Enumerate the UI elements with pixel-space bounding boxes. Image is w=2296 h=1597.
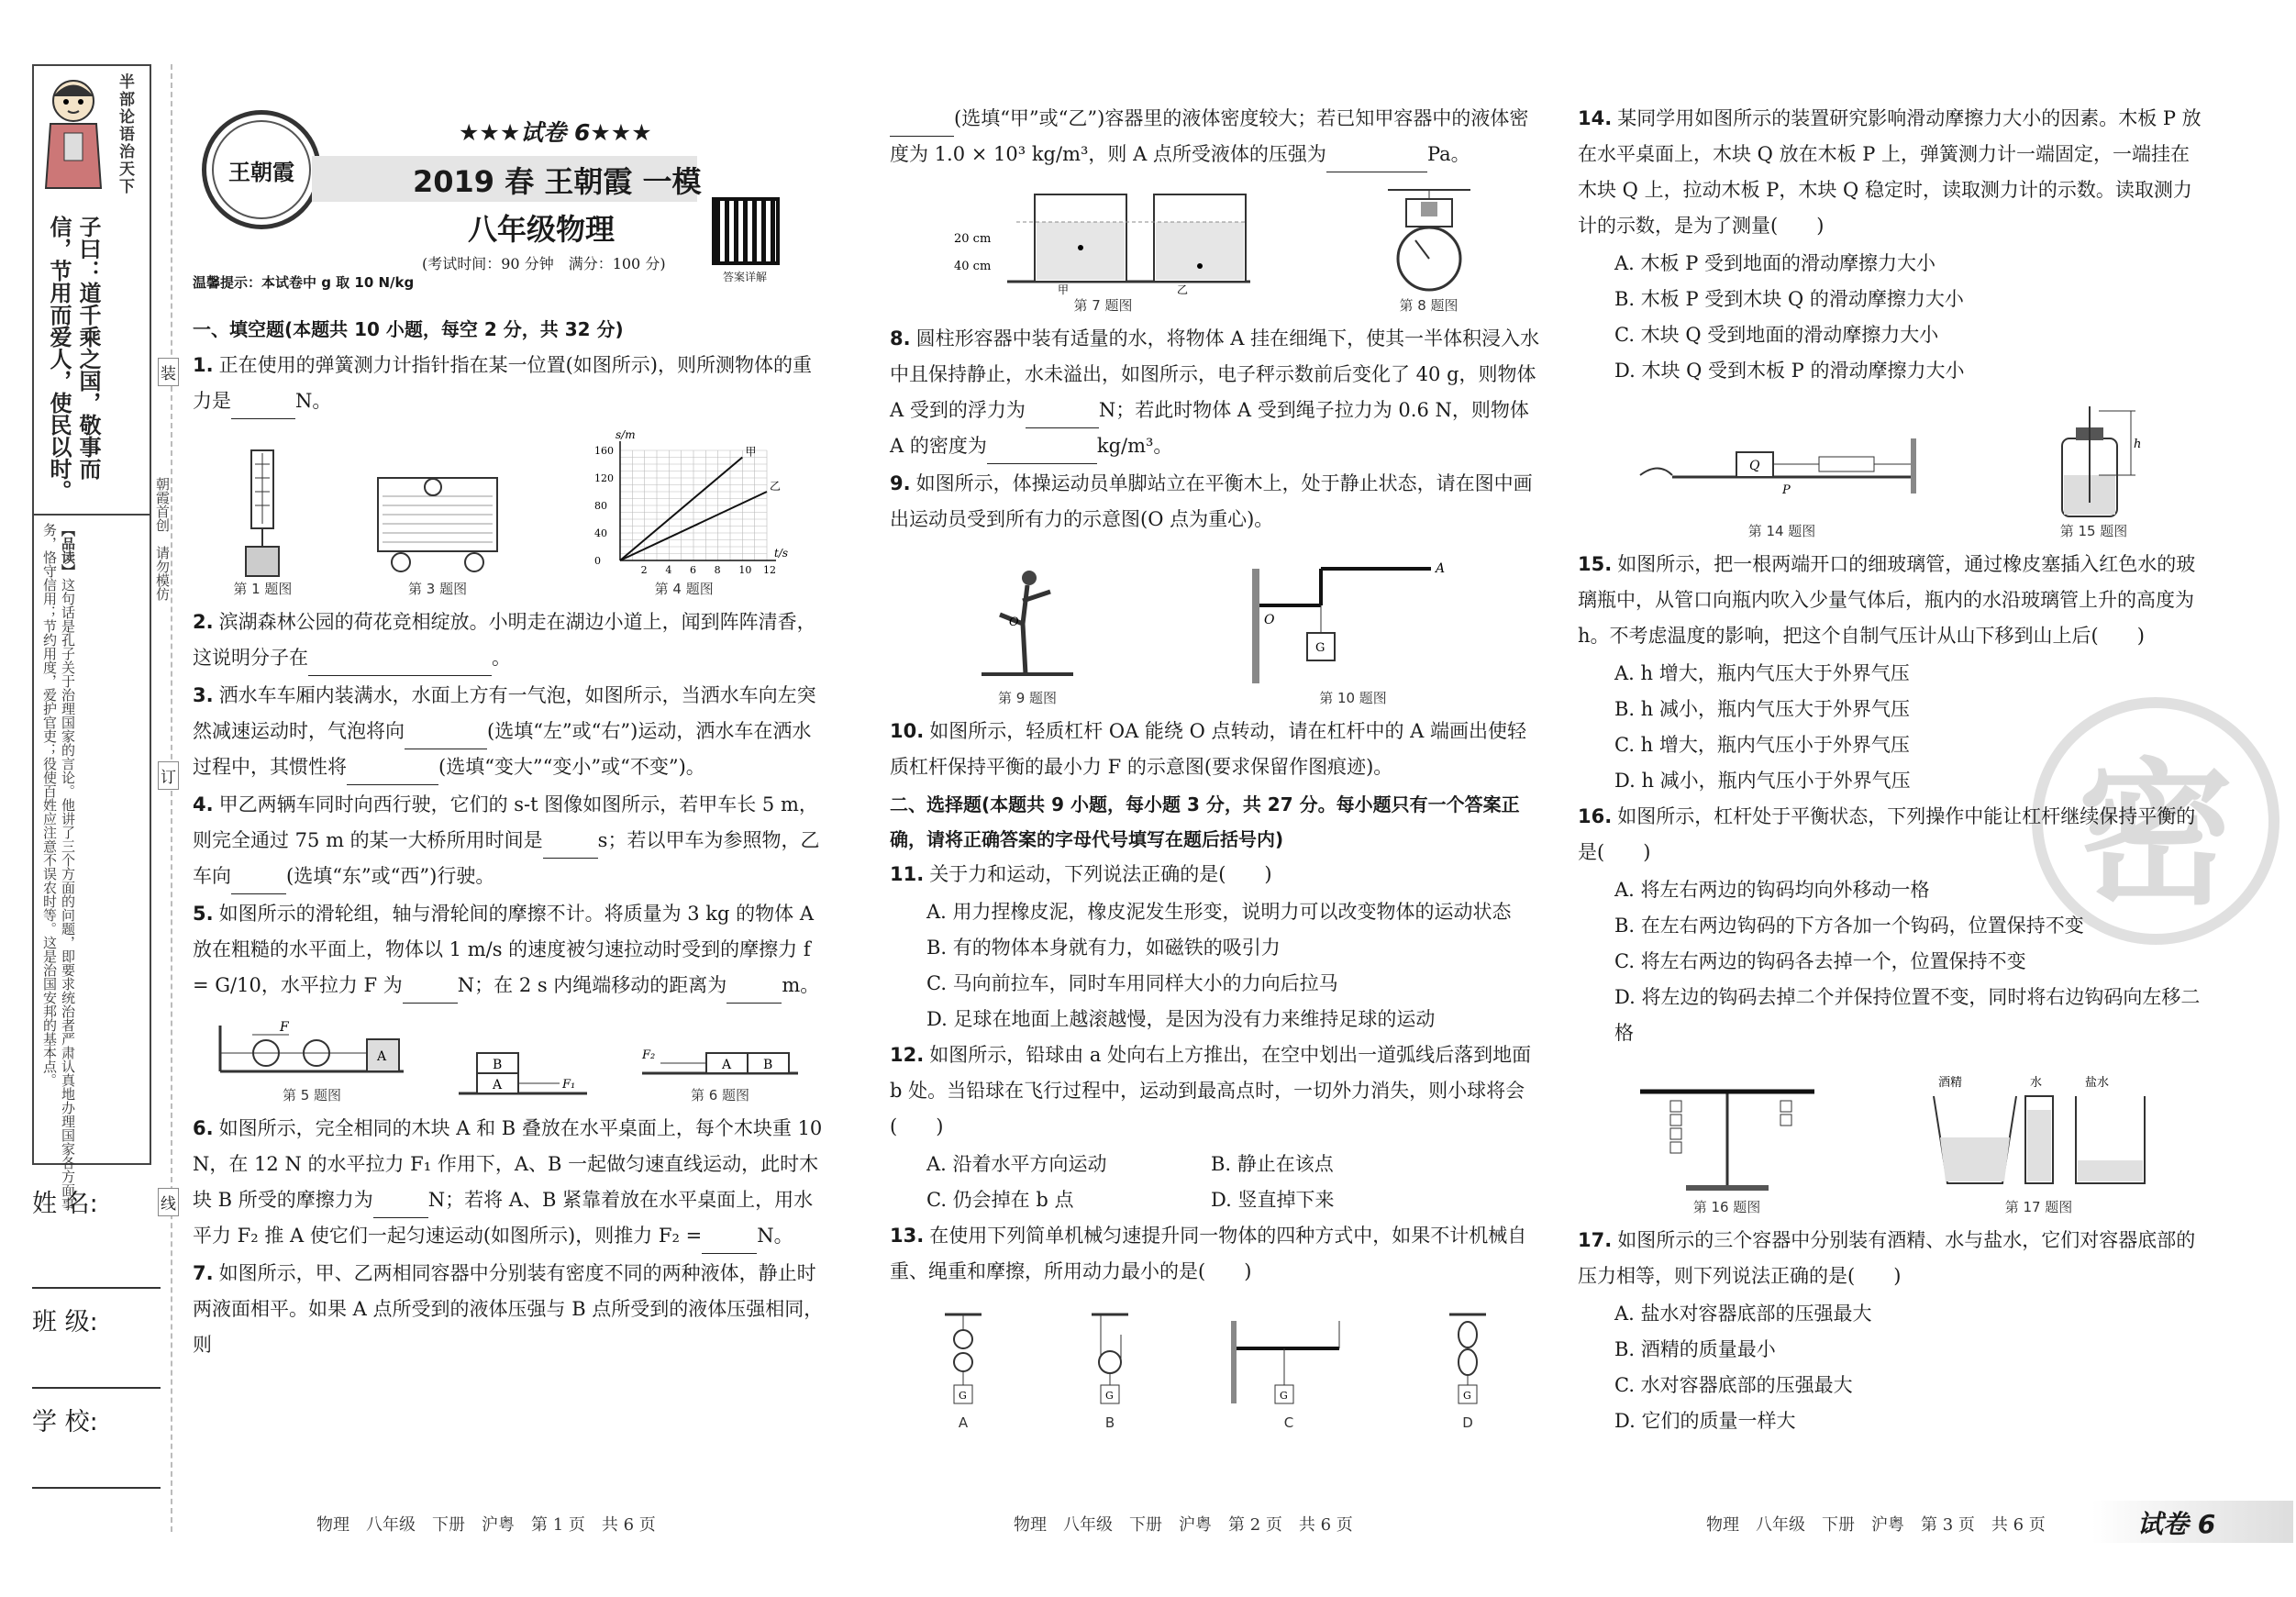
q5-tail: m。 [782,974,820,996]
svg-text:G: G [1315,641,1325,655]
svg-text:G: G [1463,1390,1471,1402]
name-field[interactable] [32,1225,161,1289]
q17-text: 如图所示的三个容器中分别装有酒精、水与盐水，它们对容器底部的压力相等，则下列说法正确的是( ) [1578,1229,2196,1287]
q3-number: 3. [193,684,214,706]
svg-text:G: G [1280,1390,1288,1402]
q12-option-d[interactable]: D. 竖直掉下来 [1211,1189,1335,1211]
fig13-a [936,1312,991,1433]
fig3-box [373,469,502,599]
spring-scale-illustration [235,446,290,579]
gymnast-illustration [972,560,1082,688]
fig6-label-A2: A [722,1058,732,1072]
q1-blank[interactable] [231,397,295,419]
q3-blank-2[interactable] [347,763,438,785]
fig9-box [972,560,1082,708]
fig16-box [1631,1073,1824,1217]
question-6 [193,1111,826,1254]
electronic-scale-illustration [1379,185,1480,295]
friction-setup-illustration [1636,420,1929,521]
fig17-caption: 第 17 题图 [2004,1199,2073,1215]
fig14-box [1636,420,1929,541]
q7-blank-2[interactable] [1326,150,1427,172]
fig7-box [952,185,1255,316]
fig3-caption: 第 3 题图 [407,581,468,597]
seal-char-1: 装 [158,358,179,386]
main-title: 2019 春 王朝霞 一模 [413,164,702,199]
fig7-caption: 第 7 题图 [1073,297,1133,314]
question-7-start [193,1256,826,1363]
q6-blank-2[interactable] [702,1232,757,1254]
logo-seal [202,110,321,229]
fig-row-14 [1578,394,2202,541]
barometer-bottle-illustration [2044,402,2145,521]
question-9 [890,466,1541,538]
q8-number: 8. [890,327,911,349]
fig-row-9 [890,543,1541,708]
fig7-label-yi: 乙 [1176,283,1188,296]
q6-mid: N；若将 A、B 紧靠着放在水平桌面上，用水平力 F₂ 推 A 使它们一起匀速运动(如图所示)，则推力 F₂ = [193,1189,814,1247]
y-tick-label: 40 [593,527,607,539]
fig-row-13 [890,1295,1541,1433]
series-label-yi: 乙 [769,480,781,493]
q12-number: 12. [890,1044,925,1066]
q1-number: 1. [193,354,214,376]
q14-option-a[interactable]: A. 木板 P 受到地面的滑动摩擦力大小 [1614,252,1936,274]
fig16-caption: 第 16 题图 [1692,1199,1761,1215]
q4-mid: s；若以甲车为参照物，乙车向 [193,829,820,887]
q15-option-a[interactable]: A. h 增大，瓶内气压大于外界气压 [1614,662,1910,684]
q17-option-b[interactable]: B. 酒精的质量最小 [1614,1338,1776,1360]
q4-blank-1[interactable] [543,837,598,859]
q12-option-b[interactable]: B. 静止在该点 [1211,1153,1334,1175]
fig14-caption: 第 14 题图 [1747,523,1816,539]
fig5-box [216,1016,408,1105]
q13-text: 在使用下列简单机械匀速提升同一物体的四种方式中，如果不计机械自重、绳重和摩擦，所用动力最小的是( ) [890,1225,1527,1282]
y-tick-label: 160 [593,445,614,457]
q9-text: 如图所示，体操运动员单脚站立在平衡木上，处于静止状态，请在图中画出运动员受到所有力的示意图(O 点为重心)。 [890,472,1533,530]
q14-number: 14. [1578,107,1613,129]
q2-tail: 。 [492,647,511,669]
seal-char-2: 订 [158,761,179,790]
q13-number: 13. [890,1225,925,1247]
fig6a-box [454,1037,592,1105]
fig10-caption: 第 10 题图 [1319,690,1387,706]
q6-number: 6. [193,1117,214,1139]
two-containers-illustration [952,185,1255,295]
fig13-c [1229,1312,1348,1433]
x-axis-label: t/s [773,547,788,560]
fig9-caption: 第 9 题图 [997,690,1058,706]
balanced-lever-illustration [1631,1073,1824,1197]
sidebar-commentary [40,523,77,1220]
q6-text: 如图所示，完全相同的木块 A 和 B 叠放在水平桌面上，每个木块重 10 N，在 12 N 的水平拉力 F₁ 作用下，A、B 一起做匀速直线运动，此时木块 B 所受的摩擦力为 [193,1117,823,1211]
footer-badge: 试卷 6 [2137,1509,2216,1539]
fig-row-16 [1578,1057,2202,1217]
question-2 [193,604,826,676]
time-info: (考试时间：90 分钟 满分：100 分) [422,255,666,272]
fig4-box [583,427,788,599]
fig7-h1: 20 cm [953,232,991,246]
fig4-caption: 第 4 题图 [654,581,714,597]
footer-page-2: 物理 八年级 下册 沪粤 第 2 页 共 6 页 [1014,1515,1353,1535]
q12-options-row-2 [890,1182,1541,1218]
q11-option-d[interactable]: D. 足球在地面上越滚越慢，是因为没有力来维持足球的运动 [926,1008,1436,1030]
question-5 [193,896,826,1004]
q10-number: 10. [890,720,925,742]
svg-text:P: P [1781,483,1791,497]
q6-tail: N。 [757,1225,793,1247]
fig1-box [233,446,292,599]
question-10 [890,714,1541,785]
q5-blank-1[interactable] [403,981,458,1004]
q16-option-c[interactable]: C. 将左右两边的钩码各去掉一个，位置保持不变 [1614,950,2026,972]
section2-title: 二、选择题(本题共 9 小题，每小题 3 分，共 27 分。每小题只有一个答案正确，请将正确答案的字母代号填写在题后括号内) [890,793,1520,850]
subject-title: 八年级物理 [468,212,616,247]
fig6-label-F2: F₂ [642,1048,656,1062]
logo-text: 王朝霞 [228,158,294,185]
q17-option-a[interactable]: A. 盐水对容器底部的压强最大 [1614,1303,1872,1325]
q11-option-a[interactable]: A. 用力捏橡皮泥，橡皮泥发生形变，说明力可以改变物体的运动状态 [926,901,1512,923]
x-tick-label: 10 [738,564,751,576]
q12-options-row-1 [890,1147,1541,1182]
fig5-label-A: A [377,1049,387,1064]
fig13-d [1440,1312,1495,1433]
svg-text:h: h [2133,438,2141,451]
exam-label: ★★★试卷 6★★★ [459,119,652,146]
fig-row-1 [193,425,826,599]
lever-illustration [1248,560,1459,688]
question-12 [890,1037,1541,1145]
q15-option-c[interactable]: C. h 增大，瓶内气压小于外界气压 [1614,734,1910,756]
fig17-box [1929,1073,2149,1217]
q8-blank-2[interactable] [987,442,1097,464]
q6-blank-1[interactable] [373,1196,428,1218]
q5-mid: N；在 2 s 内绳端移动的距离为 [457,974,727,996]
question-7-cont [890,101,1541,172]
q11-number: 11. [890,863,925,885]
q3-blank-1[interactable] [405,727,487,749]
q14-option-d[interactable]: D. 木块 Q 受到木板 P 的滑动摩擦力大小 [1614,360,1965,382]
seal-char-3: 线 [158,1188,179,1216]
series-label-jia: 甲 [744,445,757,459]
q17-number: 17. [1578,1229,1613,1251]
q10-text: 如图所示，轻质杠杆 OA 能绕 O 点转动，请在杠杆中的 A 端画出使轻质杠杆保持平衡的最小力 F 的示意图(要求保留作图痕迹)。 [890,720,1527,778]
y-tick-label: 80 [593,500,607,512]
question-17 [1578,1223,2202,1294]
watermark-char: 密 [2077,744,2234,926]
q14-option-c[interactable]: C. 木块 Q 受到地面的滑动摩擦力大小 [1614,324,1939,346]
q8-blank-1[interactable] [1026,406,1099,428]
y-tick-label: 0 [593,555,601,567]
sidebar-commentary-body: 这句话是孔子关于治理国家的言论。他讲了三个方面的问题，即要求统治者严肃认真地办理国家各方面事务，恪守信用；节约用度，爱护官吏；役使百姓应注意不误农时等。这是治国安邦的基本点。 [41,523,76,1211]
question-3 [193,678,826,785]
class-field[interactable] [32,1343,161,1389]
q12-option-c[interactable]: C. 仍会掉在 b 点 [926,1189,1074,1211]
qr-caption: 答案详解 [723,271,768,283]
q7-blank-1[interactable] [890,115,954,137]
fig17-label-2: 水 [2029,1076,2042,1090]
q16-option-b[interactable]: B. 在左右两边钩码的下方各加一个钩码，位置保持不变 [1614,915,2084,937]
sidebar-commentary-title: 【品读】 [60,523,76,578]
fig6-caption: 第 6 题图 [690,1087,750,1103]
three-containers-illustration [1929,1073,2149,1197]
q5-text: 如图所示的滑轮组，轴与滑轮间的摩擦不计。将质量为 3 kg 的物体 A 放在粗糙的水平面上，物体以 1 m/s 的速度被匀速拉动时受到的摩擦力 f = G/10，水平拉力 F 为 [193,903,814,996]
fig5-caption: 第 5 题图 [282,1087,342,1103]
q15-number: 15. [1578,553,1613,575]
footer-page-1: 物理 八年级 下册 沪粤 第 1 页 共 6 页 [316,1515,656,1535]
fig13-b [1082,1312,1137,1433]
q3-mid: (选填“左”或“右”)运动，洒水车在洒水过程中，其惯性将 [193,720,812,778]
q2-number: 2. [193,611,214,633]
q15-option-b[interactable]: B. h 减小，瓶内气压大于外界气压 [1614,698,1910,720]
q15-text: 如图所示，把一根两端开口的细玻璃管，通过橡皮塞插入红色水的玻璃瓶中，从管口向瓶内吹入少量气体后，瓶内的水沿玻璃管上升的高度为 h。不考虑温度的影响，把这个自制气压计从山下移到山上后( ) [1578,553,2196,647]
q4-text: 甲乙两辆车同时向西行驶，它们的 s-t 图像如图所示，若甲车长 5 m，则完全通过 75 m 的某一大桥所用时间是 [193,793,818,851]
question-4 [193,787,826,894]
q2-blank[interactable] [308,654,492,676]
fig6-label-B1: B [493,1058,503,1072]
question-15 [1578,547,2202,654]
water-truck-illustration [373,469,502,579]
question-13 [890,1218,1541,1290]
name-label: 姓 名: [32,1190,98,1218]
q5-number: 5. [193,903,214,925]
column-1 [193,312,826,1365]
st-graph [583,427,788,579]
q7-number: 7. [193,1262,214,1284]
x-tick-label: 4 [664,564,671,576]
y-tick-label: 120 [593,472,614,484]
svg-text:Q: Q [1748,459,1759,473]
q2-text: 滨湖森林公园的荷花竞相绽放。小明走在湖边小道上，闻到阵阵清香，这说明分子在 [193,611,816,669]
question-8 [890,321,1541,464]
q14-option-b[interactable]: B. 木板 P 受到木块 Q 的滑动摩擦力大小 [1614,288,1964,310]
svg-text:G: G [1105,1390,1114,1402]
binding-line [171,64,172,1532]
exam-label-text: 试卷 [520,119,567,146]
sidebar-banner: 半部论语治天下 [116,73,134,195]
sidebar-quote: 子曰：道千乘之国，敬事而信，节用而爱人，使民以时。 [46,216,101,502]
fig13-label-d[interactable]: D [1462,1414,1473,1431]
cartoon-boy-illustration [37,69,110,197]
vertical-brand: 朝霞首创 请勿模仿 [154,477,171,601]
q12-option-a[interactable]: A. 沿着水平方向运动 [926,1153,1107,1175]
fig6-label-B2: B [763,1058,773,1072]
q17-option-d[interactable]: D. 它们的质量一样大 [1614,1410,1796,1432]
fig17-label-1: 酒精 [1937,1076,1962,1090]
school-label: 学 校: [32,1408,98,1436]
q11-option-c[interactable]: C. 马向前拉车，同时车用同样大小的力向后拉马 [926,972,1338,994]
fig1-caption: 第 1 题图 [233,581,293,597]
fig7-label-jia: 甲 [1057,283,1069,296]
question-11 [890,857,1541,893]
q5-blank-2[interactable] [727,981,782,1004]
fig6-label-A1: A [493,1078,503,1092]
pulley-system-illustration [216,1016,408,1085]
q1-text: 正在使用的弹簧测力计指针指在某一位置(如图所示)，则所测物体的重力是 [193,354,812,412]
q14-text: 某同学用如图所示的装置研究影响滑动摩擦力大小的因素。木板 P 放在水平桌面上，木块 Q 放在木板 P 上，弹簧测力计一端固定，一端挂在木块 Q 上，拉动木板 P，木块 Q 稳定时，读取测力计的示数。读取测力计的示数，是为了测量( ) [1578,107,2202,237]
q8-mid: N；若此时物体 A 受到绳子拉力为 0.6 N，则物体 A 的密度为 [890,399,1529,457]
svg-text:O: O [1264,613,1275,627]
fig8-caption: 第 8 题图 [1399,297,1459,314]
tip-text: 温馨提示：本试卷中 g 取 10 N/kg [193,274,415,291]
fig5-label-F: F [280,1020,289,1035]
fig8-box [1379,185,1480,316]
svg-text:O: O [1009,616,1019,629]
x-tick-label: 8 [714,564,721,576]
question-1 [193,348,826,419]
q8-text: 圆柱形容器中装有适量的水，将物体 A 挂在细绳下，使其一半体积浸入水中且保持静止，水未溢出，如图所示，电子秤示数前后变化了 40 g，则物体 A 受到的浮力为 [890,327,1540,421]
fig13-label-b[interactable]: B [1104,1414,1115,1431]
q17-option-c[interactable]: C. 水对容器底部的压强最大 [1614,1374,1853,1396]
fig7-h2: 40 cm [953,260,991,273]
q4-blank-2[interactable] [231,872,286,894]
side-blocks-illustration [638,1016,803,1085]
fig-row-7 [890,178,1541,316]
q16-number: 16. [1578,805,1613,827]
q8-tail: kg/m³。 [1096,435,1173,457]
q1-tail: N。 [295,390,332,412]
x-tick-label: 12 [762,564,776,576]
fig6b-box [638,1016,803,1105]
question-14 [1578,101,2202,244]
sidebar-divider [32,514,151,516]
q9-number: 9. [890,472,911,494]
school-field[interactable] [32,1443,161,1489]
q12-text: 如图所示，铅球由 a 处向右上方推出，在空中划出一道弧线后落到地面 b 处。当铅球在飞行过程中，运动到最高点时，一切外力消失，则小球将会( ) [890,1044,1532,1137]
q7-tail: Pa。 [1426,143,1470,165]
exam-number: 6 [573,119,591,146]
y-axis-label: s/m [615,428,636,441]
q7-text: 如图所示，甲、乙两相同容器中分别装有密度不同的两种液体，静止时两液面相平。如果 A 点所受到的液体压强与 B 点所受到的液体压强相同，则 [193,1262,824,1356]
fig15-box [2044,402,2145,541]
q16-option-d[interactable]: D. 将左边的钩码去掉二个并保持位置不变，同时将右边钩码向左移二格 [1614,986,2201,1044]
fig6-label-F1: F₁ [562,1078,576,1092]
fig13-label-a[interactable]: A [958,1414,969,1431]
svg-text:G: G [959,1390,967,1402]
form-fields [32,1183,161,1489]
q4-number: 4. [193,793,214,815]
qr-code [712,197,780,265]
header-block [193,105,835,289]
section1-title: 一、填空题(本题共 10 小题，每空 2 分，共 32 分) [193,318,624,340]
q3-tail: (选填“变大”“变小”或“不变”)。 [438,756,705,778]
fig17-label-3: 盐水 [2084,1076,2109,1090]
q11-option-b[interactable]: B. 有的物体本身就有力，如磁铁的吸引力 [926,937,1281,959]
fig15-caption: 第 15 题图 [2059,523,2128,539]
x-tick-label: 2 [640,564,648,576]
q16-text: 如图所示，杠杆处于平衡状态，下列操作中能让杠杆继续保持平衡的是( ) [1578,805,2196,863]
q4-tail: (选填“东”或“西”)行驶。 [286,865,495,887]
q7-mid: (选填“甲”或“乙”)容器里的液体密度较大；若已知甲容器中的液体密度为 1.0 × 10³ kg/m³，则 A 点所受液体的压强为 [890,107,1529,165]
class-label: 班 级: [32,1308,98,1336]
secret-watermark [2032,697,2279,945]
column-2 [890,101,1541,1438]
svg-text:A: A [1436,561,1446,576]
q11-text: 关于力和运动，下列说法正确的是( ) [929,863,1272,885]
x-tick-label: 6 [689,564,696,576]
footer-page-3: 物理 八年级 下册 沪粤 第 3 页 共 6 页 [1706,1515,2046,1535]
q16-option-a[interactable]: A. 将左右两边的钩码均向外移动一格 [1614,879,1930,901]
fig13-label-c[interactable]: C [1283,1414,1294,1431]
q3-text: 洒水车车厢内装满水，水面上方有一气泡，如图所示，当洒水车向左突然减速运动时，气泡将向 [193,684,816,742]
fig10-box [1248,560,1459,708]
stacked-blocks-illustration [454,1037,592,1105]
q15-option-d[interactable]: D. h 减小，瓶内气压小于外界气压 [1614,770,1911,792]
fig-row-5 [193,1009,826,1105]
